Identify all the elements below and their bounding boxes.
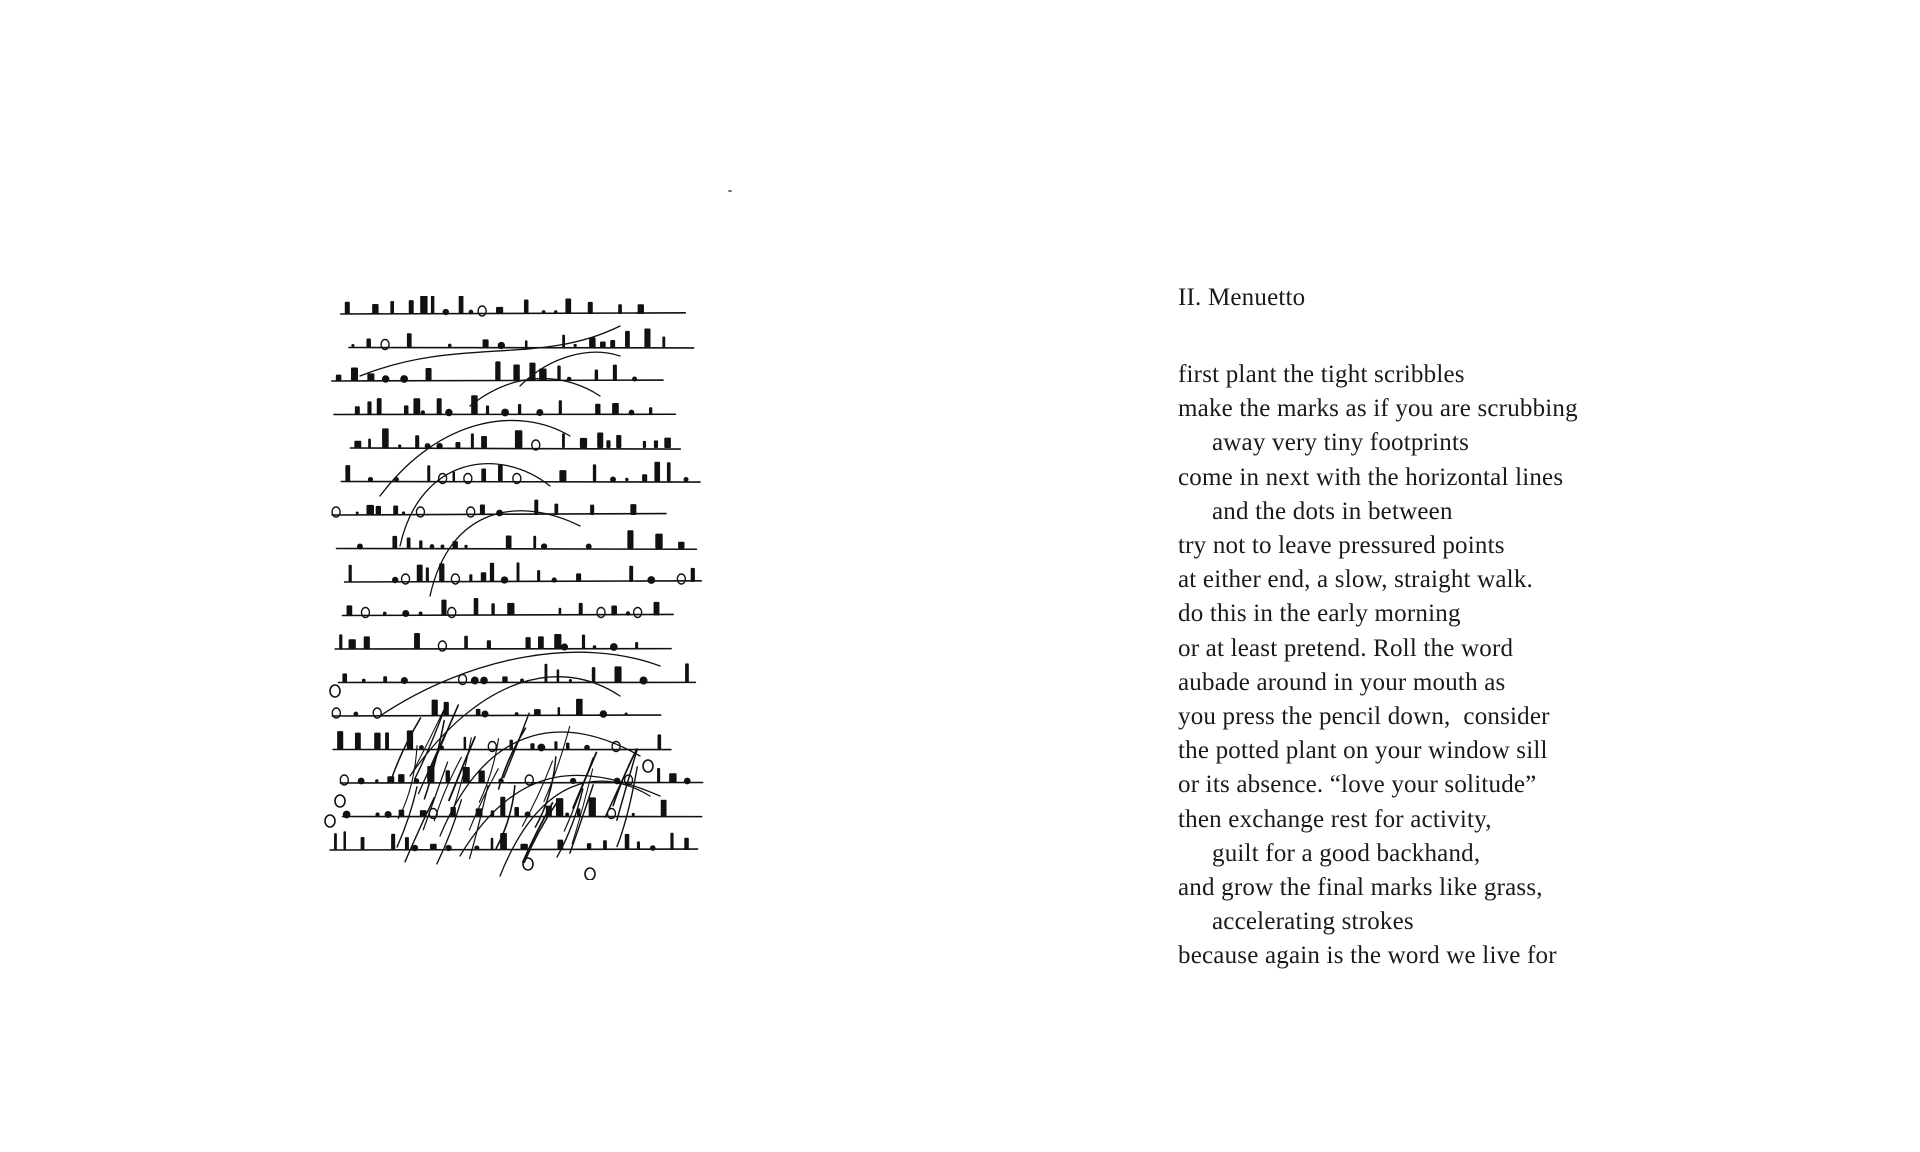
scribble-tick xyxy=(518,404,521,414)
scribble-grass xyxy=(449,737,475,800)
scribble-loop xyxy=(643,760,653,772)
scribble-line xyxy=(340,782,702,783)
scribble-tick xyxy=(685,663,689,682)
scribble-tick xyxy=(670,833,673,850)
scribble-dot xyxy=(650,845,656,851)
scribble-tick xyxy=(684,838,688,850)
scribble-dot xyxy=(541,543,547,549)
scribble-dot xyxy=(565,813,569,817)
scribble-curve xyxy=(380,652,660,716)
scribble-tick xyxy=(557,366,560,381)
scribble-tick xyxy=(415,435,419,448)
scribble-curve xyxy=(410,677,620,776)
scribble-tick xyxy=(339,634,342,649)
scribble-tick xyxy=(459,296,464,314)
scribble-tick xyxy=(354,441,361,448)
scribble-tick xyxy=(495,361,500,381)
poem-line: or at least pretend. Roll the word xyxy=(1178,634,1514,662)
scribble-tick xyxy=(587,843,591,850)
scribble-tick xyxy=(413,398,420,414)
scribble-tick xyxy=(625,331,630,348)
poem-line: accelerating strokes xyxy=(1212,908,1414,936)
scribble-grass xyxy=(405,798,434,862)
scribble-tick xyxy=(480,504,485,515)
scribble-tick xyxy=(603,840,607,850)
scribble-tick xyxy=(627,530,633,548)
scribble-tick xyxy=(566,743,569,750)
scribble-tick xyxy=(507,603,514,616)
scribble-tick xyxy=(629,566,633,582)
scribble-tick xyxy=(383,676,387,682)
scribble-dot xyxy=(684,477,689,482)
scribble-tick xyxy=(554,741,557,749)
scribble-loop xyxy=(416,507,424,517)
scribble-tick xyxy=(558,707,561,716)
poem-line: aubade around in your mouth as xyxy=(1178,668,1506,696)
scribble-dot xyxy=(441,545,445,549)
scribble-tick xyxy=(576,699,583,716)
poem-line: and grow the final marks like grass, xyxy=(1178,874,1543,902)
scribble-tick xyxy=(474,598,479,616)
scribble-tick xyxy=(476,709,481,716)
scribble-dot xyxy=(600,710,607,717)
scribble-grass xyxy=(437,800,462,864)
scribble-dot xyxy=(436,443,442,449)
scribble-tick xyxy=(349,639,356,649)
scribble-dot xyxy=(501,409,509,417)
scribble-tick xyxy=(431,296,434,314)
scribble-tick xyxy=(409,300,414,314)
scribble-tick xyxy=(644,328,650,347)
scribble-tick xyxy=(637,841,640,850)
scribble-tick xyxy=(377,398,382,414)
scribble-tick xyxy=(355,406,360,414)
scribble-tick xyxy=(565,298,571,314)
scribble-tick xyxy=(463,767,470,783)
scribble-tick xyxy=(618,304,622,314)
scribble-dot xyxy=(536,409,543,416)
scribble-tick xyxy=(496,307,503,314)
poem-line: or its absence. “love your solitude” xyxy=(1178,771,1537,799)
scribble-tick xyxy=(355,733,361,750)
scribble-tick xyxy=(520,844,527,850)
scribble-tick xyxy=(426,368,432,381)
scribble-tick xyxy=(349,565,352,582)
scribble-dot xyxy=(626,611,630,615)
scribble-tick xyxy=(597,432,603,448)
scribble-tick xyxy=(606,440,610,448)
scribble-tick xyxy=(582,634,585,649)
scribble-tick xyxy=(506,535,512,548)
scribble-dot xyxy=(419,612,423,616)
scribble-dot xyxy=(632,813,635,816)
scribble-dot xyxy=(358,778,365,785)
scribble-tick xyxy=(464,737,467,750)
scribble-tick xyxy=(366,505,373,515)
scribble-dot xyxy=(430,544,435,549)
scribble-tick xyxy=(366,338,370,347)
scribble-tick xyxy=(517,562,520,582)
scribble-tick xyxy=(658,734,662,749)
scribble-dot xyxy=(398,444,401,447)
scribble-dot xyxy=(567,377,572,382)
scribble-tick xyxy=(471,433,474,448)
scribble-dot xyxy=(554,310,557,313)
scribble-dot xyxy=(351,344,354,347)
scribble-tick xyxy=(405,837,409,850)
scribble-dot xyxy=(629,410,635,416)
poem-block xyxy=(1178,278,1798,974)
scribble-dot xyxy=(537,744,545,752)
scribble-dot xyxy=(401,677,408,684)
scribble-dot xyxy=(443,309,449,315)
scribble-loop xyxy=(325,815,335,827)
scribble-dot xyxy=(573,344,576,347)
scribble-tick xyxy=(351,367,358,381)
scribble-tick xyxy=(600,341,606,347)
scribble-dot xyxy=(464,545,467,548)
scribble-tick xyxy=(593,464,596,481)
scribble-loop xyxy=(523,858,533,870)
scribble-tick xyxy=(481,436,487,448)
scribble-tick xyxy=(595,370,598,381)
scribble-dot xyxy=(593,645,597,649)
scribble-dot xyxy=(480,677,488,685)
scribble-tick xyxy=(662,336,665,347)
scribble-tick xyxy=(337,731,343,749)
scribble-tick xyxy=(559,608,562,616)
poem-line: at either end, a slow, straight walk. xyxy=(1178,566,1533,594)
scribble-tick xyxy=(554,504,558,515)
scribble-tick xyxy=(334,833,337,850)
poem-line: make the marks as if you are scrubbing xyxy=(1178,395,1578,423)
scribble-tick xyxy=(635,642,638,649)
scribble-tick xyxy=(524,300,529,314)
scribble-line xyxy=(350,448,680,449)
scribble-tick xyxy=(393,505,398,515)
scribble-dot xyxy=(570,778,576,784)
scribble-tick xyxy=(576,573,581,582)
scribble-tick xyxy=(643,441,646,448)
scribble-tick xyxy=(616,435,621,448)
scribble-dot xyxy=(481,710,488,717)
scribble-tick xyxy=(642,474,647,481)
scribble-curve xyxy=(400,464,550,546)
scribble-tick xyxy=(382,428,389,448)
scribble-loop xyxy=(677,574,685,584)
scribble-tick xyxy=(464,636,468,649)
poem-title: II. Menuetto xyxy=(1178,284,1306,311)
paper-speck xyxy=(728,190,732,192)
scribble-dot xyxy=(392,577,398,583)
scribble-loop xyxy=(467,507,475,517)
scribble-tick xyxy=(404,405,408,414)
scribble-dot xyxy=(584,745,590,751)
scribble-dot xyxy=(515,712,519,716)
scribble-tick xyxy=(453,472,456,482)
scribble-dot xyxy=(402,610,409,617)
scribble-tick xyxy=(500,833,507,850)
scribble-tick xyxy=(374,733,380,750)
scribble-tick xyxy=(556,798,563,816)
scribble-tick xyxy=(625,834,630,850)
ink-scribble-artwork xyxy=(320,296,716,880)
scribble-tick xyxy=(427,465,430,481)
scribble-tick xyxy=(654,440,658,448)
scribble-tick xyxy=(589,797,596,816)
scribble-tick xyxy=(455,442,460,448)
scribble-dot xyxy=(357,544,363,550)
scribble-tick xyxy=(559,470,566,481)
scribble-dot xyxy=(542,310,546,314)
scribble-tick xyxy=(590,505,594,515)
scribble-tick xyxy=(530,743,534,749)
scribble-tick xyxy=(589,337,595,347)
poem-line: first plant the tight scribbles xyxy=(1178,361,1465,388)
scribble-tick xyxy=(490,563,494,582)
scribble-tick xyxy=(417,565,423,582)
poem-line: you press the pencil down, consider xyxy=(1178,703,1550,731)
scribble-dot xyxy=(353,712,358,717)
scribble-tick xyxy=(441,600,446,616)
scribble-dot xyxy=(375,779,378,782)
scribble-tick xyxy=(430,844,437,850)
scribble-tick xyxy=(514,807,519,816)
scribble-dot xyxy=(419,745,424,750)
scribble-tick xyxy=(345,465,350,481)
scribble-tick xyxy=(579,603,583,616)
scribble-tick xyxy=(612,403,619,414)
scribble-tick xyxy=(638,304,644,314)
scribble-curve xyxy=(470,379,600,407)
scribble-tick xyxy=(398,774,404,783)
scribble-tick xyxy=(368,439,371,448)
scribble-dot xyxy=(474,845,479,850)
scribble-tick xyxy=(432,700,438,716)
scribble-dot xyxy=(343,811,351,819)
scribble-tick xyxy=(654,602,660,616)
scribble-tick xyxy=(533,536,536,549)
scribble-loop xyxy=(478,306,486,316)
scribble-dot xyxy=(402,511,405,514)
scribble-tick xyxy=(554,634,561,649)
scribble-loop xyxy=(448,608,456,618)
scribble-tick xyxy=(343,831,346,850)
scribble-tick xyxy=(610,340,615,348)
scribble-tick xyxy=(367,401,371,414)
scribble-dot xyxy=(632,377,637,382)
scribble-tick xyxy=(500,797,505,817)
scribble-tick xyxy=(336,375,342,381)
scribble-tick xyxy=(580,438,587,448)
scribble-tick xyxy=(502,676,507,682)
scribble-grass xyxy=(423,762,447,830)
scribble-tick xyxy=(538,636,544,649)
scribble-tick xyxy=(667,462,671,481)
scribble-tick xyxy=(486,406,489,415)
scribble-dot xyxy=(552,577,557,582)
scribble-tick xyxy=(559,400,562,414)
scribble-tick xyxy=(483,339,489,347)
scribble-tick xyxy=(426,567,429,582)
scribble-dot xyxy=(625,712,628,715)
poem-line: away very tiny footprints xyxy=(1212,429,1470,457)
scribble-curve xyxy=(380,420,570,496)
scribble-dot xyxy=(448,344,452,348)
scribble-tick xyxy=(615,666,622,682)
scribble-tick xyxy=(661,800,667,817)
scribble-tick xyxy=(392,536,397,549)
scribble-tick xyxy=(678,542,684,549)
scribble-dot xyxy=(421,410,425,414)
scribble-tick xyxy=(364,636,370,649)
scribble-drawing-svg xyxy=(320,296,716,880)
scribble-dot xyxy=(640,677,648,685)
scribble-tick xyxy=(513,364,519,381)
scribble-tick xyxy=(613,365,617,381)
scribble-loop xyxy=(597,608,605,618)
scribble-tick xyxy=(469,574,472,582)
scribble-tick xyxy=(391,834,395,850)
scribble-tick xyxy=(491,838,494,850)
scribble-tick xyxy=(487,640,491,649)
scribble-tick xyxy=(588,302,593,314)
poem-line: because again is the word we live for xyxy=(1178,942,1557,970)
scribble-tick xyxy=(419,540,422,548)
poem-line: come in next with the horizontal lines xyxy=(1178,463,1564,491)
scribble-dot xyxy=(368,477,373,482)
scribble-tick xyxy=(545,664,548,683)
scribble-loop xyxy=(451,574,459,584)
scribble-tick xyxy=(515,430,522,448)
scribble-tick xyxy=(562,433,565,448)
scribble-dot xyxy=(501,576,508,583)
scribble-dot xyxy=(382,375,390,383)
poem-lines xyxy=(1178,358,1798,974)
scribble-dot xyxy=(610,477,616,483)
scribble-dot xyxy=(498,342,505,349)
scribble-tick xyxy=(534,709,541,716)
scribble-tick xyxy=(361,837,365,850)
scribble-loop xyxy=(330,685,340,697)
scribble-tick xyxy=(478,770,484,783)
scribble-tick xyxy=(657,768,660,783)
scribble-tick xyxy=(562,335,565,348)
scribble-tick xyxy=(481,572,486,582)
scribble-tick xyxy=(347,605,353,615)
poem-line: do this in the early morning xyxy=(1178,600,1461,628)
scribble-tick xyxy=(437,398,442,414)
scribble-dot xyxy=(610,643,618,651)
scribble-tick xyxy=(611,605,617,615)
scribble-dot xyxy=(362,679,366,683)
scribble-tick xyxy=(498,464,503,481)
scribble-tick xyxy=(420,296,427,314)
scribble-dot xyxy=(625,478,628,481)
scribble-dot xyxy=(471,677,479,685)
scribble-tick xyxy=(491,603,494,615)
scribble-tick xyxy=(407,537,411,548)
scribble-curve xyxy=(360,326,620,376)
scribble-tick xyxy=(557,669,560,682)
scribble-loop xyxy=(634,608,642,618)
scribble-dot xyxy=(445,409,452,416)
poem-line: then exchange rest for activity, xyxy=(1178,805,1492,833)
scribble-dot xyxy=(383,612,387,616)
scribble-line xyxy=(336,549,696,550)
scribble-tick xyxy=(407,333,412,347)
poem-line: and the dots in between xyxy=(1212,497,1453,525)
scribble-dot xyxy=(385,811,392,818)
scribble-tick xyxy=(630,504,636,515)
scribble-tick xyxy=(367,373,374,381)
scribble-tick xyxy=(345,302,350,314)
scribble-dot xyxy=(469,310,474,315)
scribble-tick xyxy=(390,301,394,314)
scribble-tick xyxy=(525,637,530,649)
scribble-tick xyxy=(592,667,596,682)
scribble-tick xyxy=(669,773,676,783)
scribble-tick xyxy=(481,469,486,482)
scribble-tick xyxy=(537,570,540,582)
scribble-dot xyxy=(561,643,568,650)
scribble-tick xyxy=(414,633,420,649)
scribble-tick xyxy=(654,462,660,482)
scribble-tick xyxy=(342,673,347,682)
poem-line: guilt for a good backhand, xyxy=(1212,839,1481,867)
scribble-tick xyxy=(595,404,600,415)
scribble-tick xyxy=(372,304,378,314)
poem-line: try not to leave pressured points xyxy=(1178,532,1505,560)
scribble-tick xyxy=(649,407,652,414)
scribble-dot xyxy=(684,778,691,785)
scribble-dot xyxy=(400,375,408,383)
scribble-tick xyxy=(376,506,381,515)
scribble-tick xyxy=(385,732,389,749)
scribble-loop xyxy=(585,868,595,880)
poem-line: the potted plant on your window sill xyxy=(1178,737,1548,765)
scribble-tick xyxy=(691,568,695,582)
scribble-dot xyxy=(356,511,359,514)
scribble-tick xyxy=(525,340,528,347)
scribble-tick xyxy=(655,534,662,549)
scribble-dot xyxy=(445,845,451,851)
scribble-dot xyxy=(375,812,379,816)
scribble-dot xyxy=(647,576,655,584)
scribble-loop xyxy=(335,795,345,807)
scribble-dot xyxy=(569,679,572,682)
scribble-tick xyxy=(664,438,671,448)
scribble-line xyxy=(330,849,697,850)
scribble-dot xyxy=(586,544,592,550)
